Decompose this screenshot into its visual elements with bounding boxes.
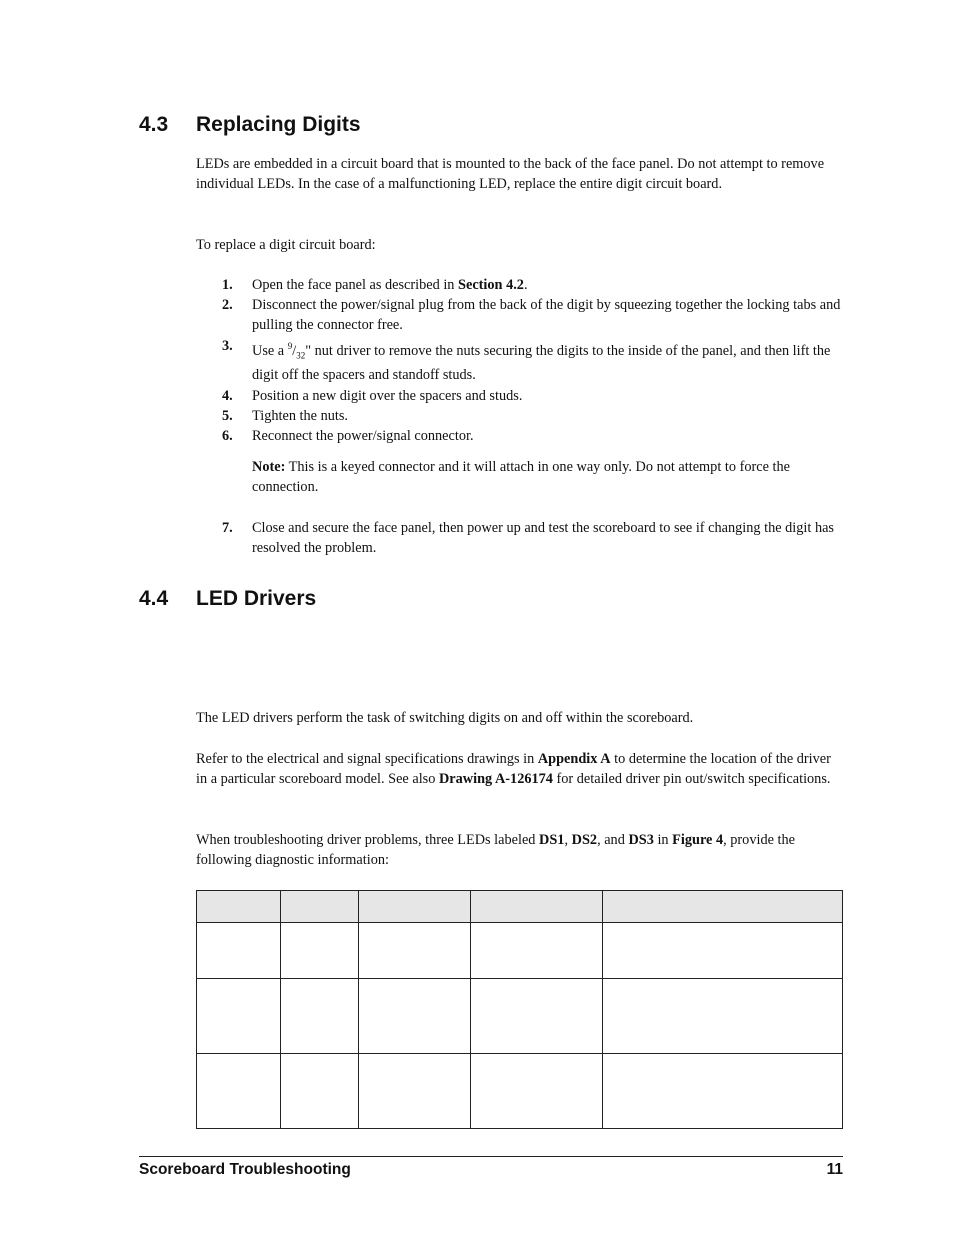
- note-label: Note:: [252, 459, 286, 475]
- table-cell: [358, 923, 470, 979]
- section-heading-4-3: [139, 113, 361, 137]
- led-label-ds1: DS1: [539, 832, 565, 848]
- table-cell: [197, 979, 281, 1054]
- list-item: [222, 295, 844, 335]
- drawing-reference: Drawing A-126174: [438, 771, 553, 788]
- step-number: 4.: [222, 387, 233, 404]
- step-text: Disconnect the power/signal plug from the back of the digit by squeezing together the locking tabs and pulling the connector free.: [252, 297, 841, 334]
- table-cell: [603, 923, 843, 979]
- section-reference: Section 4.2: [458, 277, 524, 293]
- list-item: [222, 275, 844, 295]
- table-cell: [358, 979, 470, 1054]
- led-drivers-paragraph-2: [196, 749, 844, 789]
- section-number: 4.4: [139, 587, 169, 610]
- text-part: Refer to the electrical and signal specifications drawings in: [196, 751, 538, 767]
- step-text-part: Open the face panel as described in: [252, 277, 459, 293]
- figure-reference: Figure 4: [672, 832, 724, 848]
- table-row: [197, 1054, 843, 1129]
- fraction-numerator: 9: [287, 340, 293, 351]
- led-label-ds3: DS3: [628, 832, 654, 848]
- step-text-part: .: [523, 277, 528, 293]
- table-cell: [470, 923, 603, 979]
- list-item: [222, 336, 844, 386]
- list-item: [222, 386, 844, 406]
- intro-paragraph: LEDs are embedded in a circuit board that is mounted to the back of the face panel. Do not attempt to remove individual LEDs. In the case of a malfunctioning LED, replace the entire digit circuit board.: [196, 156, 825, 193]
- table-cell: [470, 979, 603, 1054]
- section-title: Replacing Digits: [196, 113, 361, 136]
- table-cell: [358, 1054, 470, 1129]
- step-text-part: " nut driver to remove the nuts securing the digits to the inside of the panel, and then lift the digit off the spacers and standoff studs.: [252, 342, 831, 384]
- section-title: LED Drivers: [196, 587, 317, 610]
- table-cell: [280, 1054, 358, 1129]
- footer-title: Scoreboard Troubleshooting: [139, 1161, 351, 1178]
- page-number: 11: [826, 1161, 843, 1178]
- table-cell: [280, 923, 358, 979]
- appendix-reference: Appendix A: [537, 751, 611, 767]
- step-number: 6.: [222, 428, 233, 445]
- step-text: [252, 275, 844, 295]
- led-drivers-paragraph-1: The LED drivers perform the task of switching digits on and off within the scoreboard.: [196, 710, 694, 726]
- note-text: This is a keyed connector and it will attach in one way only. Do not attempt to force the connection.: [252, 459, 790, 496]
- step-number: 5.: [222, 407, 233, 424]
- table-cell: [197, 923, 281, 979]
- list-item: [222, 518, 844, 558]
- table-header-cell: [603, 891, 843, 923]
- step-text: Position a new digit over the spacers and studs.: [252, 387, 523, 404]
- step-number: 2.: [222, 297, 233, 314]
- step-number: 1.: [222, 277, 233, 293]
- step-text: Close and secure the face panel, then power up and test the scoreboard to see if changing the digit has resolved the problem.: [252, 520, 834, 557]
- steps-list-continued: [222, 518, 844, 558]
- step-text: [252, 336, 844, 386]
- text-part: in: [653, 832, 673, 848]
- table-header-cell: [358, 891, 470, 923]
- text-part: to determine the location of the driver in a particular scoreboard model. See also: [196, 751, 831, 788]
- led-label-ds2: DS2: [571, 832, 598, 848]
- note-paragraph: [252, 457, 844, 497]
- fraction-denominator: 32: [296, 350, 306, 361]
- text-part: When troubleshooting driver problems, three LEDs labeled: [196, 832, 540, 848]
- list-item: [222, 426, 844, 446]
- step-number: 3.: [222, 337, 233, 354]
- step-text-part: Use a: [252, 342, 288, 359]
- text-part: ,: [564, 832, 572, 848]
- table-header-cell: [197, 891, 281, 923]
- table-cell: [603, 979, 843, 1054]
- table-cell: [197, 1054, 281, 1129]
- table-header-cell: [470, 891, 603, 923]
- table-cell: [603, 1054, 843, 1129]
- list-item: [222, 406, 844, 426]
- steps-list: [222, 275, 844, 446]
- led-drivers-paragraph-3: [196, 830, 844, 870]
- step-text: Tighten the nuts.: [252, 407, 348, 424]
- text-part: for detailed driver pin out/switch specifications.: [552, 771, 831, 788]
- lead-in-paragraph: To replace a digit circuit board:: [196, 237, 376, 253]
- table-row: [197, 923, 843, 979]
- table-cell: [470, 1054, 603, 1129]
- text-part: , and: [597, 832, 629, 848]
- table-header-cell: [280, 891, 358, 923]
- step-number: 7.: [222, 520, 233, 536]
- table-header-row: [197, 891, 843, 923]
- footer-divider: [139, 1156, 843, 1157]
- table-row: [197, 979, 843, 1054]
- diagnostic-table: [196, 890, 843, 1129]
- text-part: , provide the following diagnostic information:: [196, 832, 795, 869]
- section-heading-4-4: [139, 587, 316, 611]
- table-cell: [280, 979, 358, 1054]
- step-text: Reconnect the power/signal connector.: [252, 428, 474, 445]
- fraction-slash: /: [292, 342, 297, 359]
- section-number: 4.3: [139, 113, 169, 136]
